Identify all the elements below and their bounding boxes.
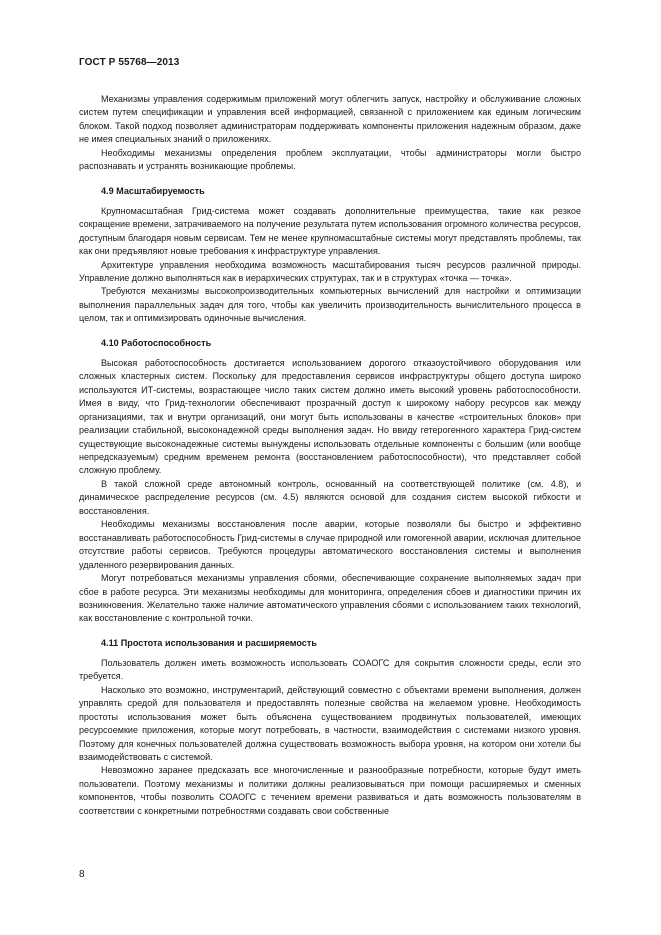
section-4-9-heading: 4.9 Масштабируемость — [101, 185, 205, 196]
section-4-10-paragraph-4: Могут потребоваться механизмы управления сбоями, обеспечивающие сохранение выполняемых задач при сбое в работе ресурса. Эти механизмы необходимы для мониторинга, определения сбоев и диагностики причин их возникновения. Желательно также наличие автоматического управления сбоями с использованием таких технологий, как восстановление с контрольной точки. — [79, 573, 581, 624]
page-content — [79, 93, 581, 818]
intro-paragraph-2: Необходимы механизмы определения проблем эксплуатации, чтобы администраторы могли быстро распознавать и устранять возникающие проблемы. — [79, 147, 581, 172]
section-4-11-heading: 4.11 Простота использования и расширяемость — [101, 637, 317, 648]
section-4-11-paragraph-3: Невозможно заранее предсказать все многочисленные и разнообразные потребности, которые будут иметь пользователи. Поэтому механизмы и политики должны реализовываться при помощи расширяемых и сменных компонентов, чтобы позволить СОАОГС с течением времени развиваться и дать возможность пользователям в соответствии с конкретными потребностями создавать свои собственные — [79, 765, 581, 816]
section-4-9-paragraph-2: Архитектуре управления необходима возможность масштабирования тысяч ресурсов различной природы. Управление должно выполняться как в иерархических структурах, так и в структурах «точка — точка». — [79, 259, 581, 283]
page-number: 8 — [79, 869, 85, 880]
intro-paragraph-1: Механизмы управления содержимым приложений могут облегчить запуск, настройку и обслуживание сложных систем путем спецификации и управления всей информацией, связанной с приложением как единым логическим блоком. Такой подход позволяет администраторам поддерживать компоненты приложения надежным образом, даже не имея специальных знаний о приложениях. — [79, 94, 581, 145]
section-4-10-heading: 4.10 Работоспособность — [101, 337, 212, 348]
section-4-10-paragraph-2: В такой сложной среде автономный контроль, основанный на соответствующей политике (см. 4.8), и динамическое распределение ресурсов (см. 4.5) являются основой для создания систем высокой гибкости и восстановления. — [79, 478, 581, 516]
section-4-9-paragraph-3: Требуются механизмы высокопроизводительных компьютерных вычислений для настройки и оптимизации выполнения параллельных задач для того, чтобы как увеличить производительность вычислительного процесса в целом, так и оптимизировать одиночные вычисления. — [79, 286, 581, 324]
section-4-10-paragraph-1: Высокая работоспособность достигается использованием дорогого отказоустойчивого оборудования или сложных кластерных систем. Поскольку для предоставления сервисов инфраструктуры общего доступа широко используются ИТ-системы, возрастающее число таких систем должно иметь высокий уровень работоспособности. Имея в виду, что Грид-технологии обеспечивают прозрачный доступ к широкому набору ресурсов как между организациями, так и внутри организаций, они могут быть использованы в качестве «строительных блоков» при реализации стабильной, высоконадежной среды выполнения задач. Но ввиду гетерогенного характера Грид-систем существующие высоконадежные системы вынуждены использовать отдельные компоненты с большим (или вообще непредсказуемым) средним временем ремонта (восстановлением работоспособности), что представляет собой сложную проблему. — [79, 357, 581, 476]
document-header: ГОСТ Р 55768—2013 — [79, 57, 180, 68]
section-4-11-paragraph-1: Пользователь должен иметь возможность использовать СОАОГС для сокрытия сложности среды, если это требуется. — [79, 657, 581, 682]
section-4-11-paragraph-2: Насколько это возможно, инструментарий, действующий совместно с объектами времени выполнения, должен управлять средой для пользователя и предоставлять полезные свойства на желаемом уровне. Необходимость простоты использования может быть объяснена существованием продвинутых пользователей, имеющих ресурсоемкие приложения, которые могут потребовать, в частности, взаимодействия с системами низкого уровня. Поэтому для конечных пользователей должна существовать возможность выбора уровня, на котором они хотели бы взаимодействовать с системой. — [79, 684, 581, 763]
section-4-10-paragraph-3: Необходимы механизмы восстановления после аварии, которые позволяли бы быстро и эффективно восстанавливать работоспособность Грид-системы в случае природной или гомогенной аварии, исключая длительное отсутствие работы сервисов. Требуются процедуры автоматического восстановления системы и выполнения удаленного резервирования данных. — [79, 519, 581, 570]
section-4-9-paragraph-1: Крупномасштабная Грид-система может создавать дополнительные преимущества, такие как резкое сокращение времени, затрачиваемого на получение результата путем использования огромного количества ресурсов, доступным благодаря новым сервисам. Тем не менее крупномасштабные системы могут представлять проблемы, так как они предъявляют новые требования к инфраструктуре управления. — [79, 205, 581, 257]
